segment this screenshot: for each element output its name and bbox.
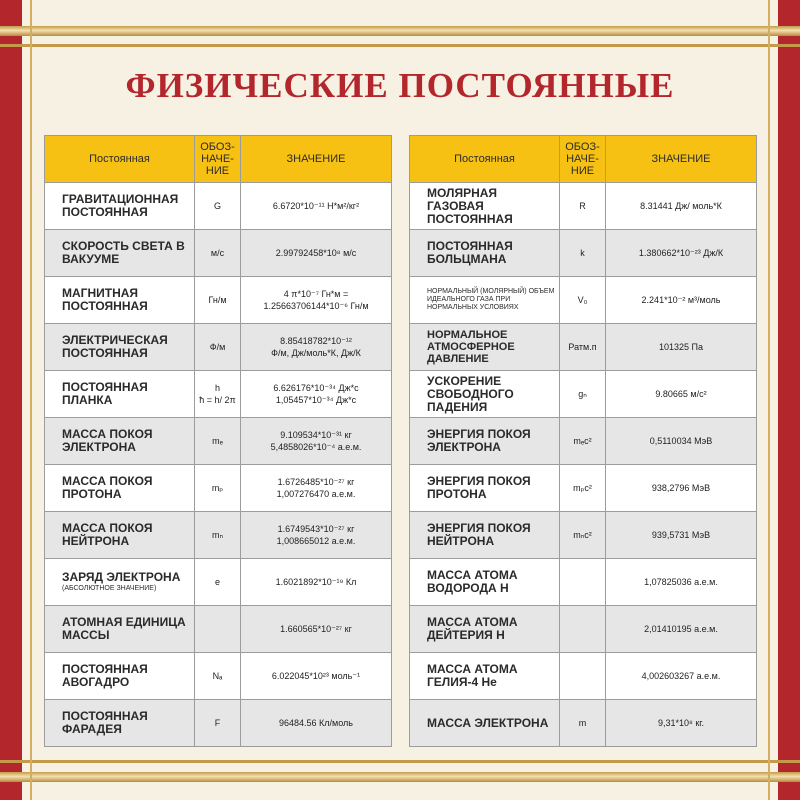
bottom-gold-line [0,760,800,763]
constant-name [45,418,195,465]
constant-name-text: УСКОРЕНИЕ СВОБОДНОГО ПАДЕНИЯ [427,373,514,414]
constant-symbol [560,418,606,465]
constant-symbol-text: м/с [210,248,225,258]
constant-symbol-text: mₑ [212,436,223,446]
constant-name [410,418,560,465]
constant-value [606,700,757,747]
constant-name-text: МАССА ПОКОЯ НЕЙТРОНА [62,521,153,548]
constant-name [45,371,195,418]
constant-value-text-2: Ф/м, Дж/моль*К, Дж/К [271,348,361,358]
constant-name [410,606,560,653]
table-row [410,606,757,653]
constant-value-text: 1.6726485*10⁻²⁷ кг [277,477,355,487]
constant-name-text: МАССА АТОМА ДЕЙТЕРИЯ Н [427,615,518,642]
header-name: Постоянная [45,136,195,183]
constant-symbol [560,606,606,653]
constant-name-text: ПОСТОЯННАЯ БОЛЬЦМАНА [427,239,513,266]
constant-value-text: 4,002603267 а.е.м. [641,671,721,681]
table-row [45,465,392,512]
constant-value-text: 4 π*10⁻⁷ Гн*м = [283,289,349,299]
constant-name-text: МАССА ПОКОЯ ПРОТОНА [62,474,153,501]
table-row [410,371,757,418]
constant-name-text: ГРАВИТАЦИОННАЯ ПОСТОЯННАЯ [62,192,179,219]
constant-name [410,230,560,277]
table-row [45,230,392,277]
constant-name-text: МАССА ЭЛЕКТРОНА [427,715,549,730]
constant-symbol [560,324,606,371]
constant-symbol-text: Гн/м [208,295,227,305]
constant-value-text: 8.85418782*10⁻¹² [280,336,352,346]
constant-name-text: МОЛЯРНАЯ ГАЗОВАЯ ПОСТОЯННАЯ [427,185,513,226]
constant-name [45,559,195,606]
right-gold-rule [768,0,770,800]
constant-symbol-text: gₙ [578,389,587,399]
constant-value [241,653,392,700]
header-symbol: ОБОЗ-НАЧЕ-НИЕ [195,136,241,183]
table-row [410,183,757,230]
constant-value-text: 9,31*10⁸ кг. [658,718,704,728]
constants-table-left [44,135,392,747]
constant-symbol [560,371,606,418]
constant-value-text: 1.6749543*10⁻²⁷ кг [277,524,355,534]
constant-value [606,230,757,277]
constant-symbol-text: mₙ [211,530,224,540]
constant-name [410,324,560,371]
table-row [410,418,757,465]
constant-symbol-text: G [213,201,221,211]
constant-name [45,700,195,747]
constant-name [45,324,195,371]
constant-name-text: НОРМАЛЬНЫЙ (МОЛЯРНЫЙ) ОБЪЕМ ИДЕАЛЬНОГО ГАЗА ПРИ НОРМАЛЬНЫХ УСЛОВИЯХ [427,288,555,311]
constant-name [410,277,560,324]
table-row [45,183,392,230]
constant-symbol [560,465,606,512]
constant-name-text: ЗАРЯД ЭЛЕКТРОНА [62,570,181,584]
constant-symbol [195,371,241,418]
constant-symbol [195,324,241,371]
table-row [45,700,392,747]
constant-symbol-text: k [580,248,585,258]
constant-value [241,700,392,747]
table-row [410,653,757,700]
constant-value [241,371,392,418]
constant-value-text: 1.660565*10⁻²⁷ кг [280,624,352,634]
constant-symbol-text: F [214,718,221,728]
constant-value-text-2: 1,008665012 а.е.м. [276,536,356,546]
constant-value [606,606,757,653]
constant-name-note: (АБСОЛЮТНОЕ ЗНАЧЕНИЕ) [62,585,157,592]
constant-value-text-2: 5,4858026*10⁻⁴ а.е.м. [270,442,362,452]
constant-name [410,653,560,700]
bottom-gold-band [0,772,800,782]
constant-symbol [560,559,606,606]
constant-name-text: ПОСТОЯННАЯ ПЛАНКА [62,380,148,407]
constant-name [410,700,560,747]
constant-value-text: 2.99792458*10⁸ м/с [275,248,357,258]
header-symbol: ОБОЗ-НАЧЕ-НИЕ [560,136,606,183]
constant-value-text: 6.022045*10²³ моль⁻¹ [271,671,361,681]
left-gold-rule [30,0,32,800]
page-title: ФИЗИЧЕСКИЕ ПОСТОЯННЫЕ [125,66,675,105]
constant-name-text: АТОМНАЯ ЕДИНИЦА МАССЫ [62,615,186,642]
constant-value [606,183,757,230]
table-row [410,512,757,559]
constant-name-text: МАССА ПОКОЯ ЭЛЕКТРОНА [62,427,153,454]
constant-name [45,606,195,653]
top-gold-band [0,26,800,36]
constant-value-text-2: 1,05457*10⁻³⁴ Дж*с [275,395,357,405]
constant-name-text: СКОРОСТЬ СВЕТА В ВАКУУМЕ [62,239,185,266]
table-row [410,559,757,606]
table-row [45,512,392,559]
table-row [45,606,392,653]
constant-value-text: 2,01410195 а.е.м. [644,624,718,634]
constant-value [241,324,392,371]
constant-symbol [195,559,241,606]
constant-name-text: МАГНИТНАЯ ПОСТОЯННАЯ [62,286,148,313]
table-row [410,324,757,371]
constant-symbol [195,183,241,230]
constant-symbol-text: V₀ [577,295,588,305]
constant-symbol [195,700,241,747]
constant-name-text: ПОСТОЯННАЯ ФАРАДЕЯ [62,709,148,736]
constant-value-text-2: 1.25663706144*10⁻⁶ Гн/м [263,301,369,311]
constant-name [45,183,195,230]
constant-name-text: ЭНЕРГИЯ ПОКОЯ НЕЙТРОНА [427,521,531,548]
constant-value [606,277,757,324]
constant-value [241,277,392,324]
constant-symbol [195,465,241,512]
constant-symbol-text: mₚc² [573,483,592,493]
constant-value-text: 0,5110034 МэВ [649,436,713,446]
constant-symbol [560,512,606,559]
header-name: Постоянная [410,136,560,183]
constant-value-text: 9.80665 м/с² [655,389,707,399]
constant-name [45,230,195,277]
constant-value [241,606,392,653]
constant-value [241,418,392,465]
header-value: ЗНАЧЕНИЕ [241,136,392,183]
constant-symbol [560,230,606,277]
constant-symbol [195,418,241,465]
table-row [410,277,757,324]
constant-symbol [195,653,241,700]
constant-name [45,512,195,559]
header-value: ЗНАЧЕНИЕ [606,136,757,183]
constant-symbol [195,277,241,324]
constant-symbol-text: mₚ [211,483,224,493]
table-row [410,230,757,277]
constant-symbol-text: Ф/м [209,342,226,352]
constant-value-text: 2.241*10⁻² м³/моль [641,295,721,305]
constant-symbol-text-2: ħ = h/ 2π [199,395,236,405]
constant-value [241,230,392,277]
constant-symbol [195,606,241,653]
table-row [45,559,392,606]
constant-value [606,512,757,559]
constant-value-text: 96484.56 Кл/моль [279,718,353,728]
constant-value-text-2: 1,007276470 а.е.м. [276,489,356,499]
constant-value [606,371,757,418]
constant-value-text: 1,07825036 а.е.м. [644,577,718,587]
constant-name [410,512,560,559]
top-gold-line [0,44,800,47]
constant-name [410,559,560,606]
constant-symbol-text: e [214,577,220,587]
constant-name [410,183,560,230]
constant-value-text: 1.6021892*10⁻¹⁹ Кл [275,577,357,587]
constant-name-text: НОРМАЛЬНОЕ АТМОСФЕРНОЕ ДАВЛЕНИЕ [427,329,515,365]
constant-value [606,418,757,465]
constant-value-text: 8.31441 Дж/ моль*К [640,201,722,211]
constant-symbol [560,277,606,324]
constant-value [606,324,757,371]
constant-symbol-text: mₙc² [573,530,592,540]
constants-table-right [409,135,757,747]
constant-symbol [560,653,606,700]
constant-name-text: ЭЛЕКТРИЧЕСКАЯ ПОСТОЯННАЯ [62,333,168,360]
table-row [45,653,392,700]
table-row [410,465,757,512]
constant-name-text: ЭНЕРГИЯ ПОКОЯ ПРОТОНА [427,474,531,501]
constant-value [606,653,757,700]
constant-name-text: ЭНЕРГИЯ ПОКОЯ ЭЛЕКТРОНА [427,427,531,454]
table-row [45,418,392,465]
constant-value [241,183,392,230]
constant-value-text: 938,2796 МэВ [651,483,711,493]
constant-value-text: 6.6720*10⁻¹¹ Н*м²/кг² [272,201,360,211]
table-row [45,277,392,324]
constant-symbol-text: R [579,201,586,211]
table-row [45,371,392,418]
constant-symbol [195,512,241,559]
constant-name-text: ПОСТОЯННАЯ АВОГАДРО [62,662,148,689]
constant-name [45,277,195,324]
table-row [410,700,757,747]
constant-name-text: МАССА АТОМА ВОДОРОДА Н [427,568,518,595]
constant-value-text: 6.626176*10⁻³⁴ Дж*с [273,383,359,393]
constant-symbol [195,230,241,277]
constant-name [410,465,560,512]
constant-name-text: МАССА АТОМА ГЕЛИЯ-4 Не [427,662,518,689]
constant-value-text: 101325 Па [658,342,703,352]
constant-value [241,465,392,512]
constant-symbol-text: m [578,718,587,728]
constant-value [241,559,392,606]
constant-name [45,653,195,700]
constant-value [606,465,757,512]
constant-symbol [560,700,606,747]
constant-symbol-text: Ратм.п [568,342,597,352]
constant-value [606,559,757,606]
constant-symbol-text: mₑc² [573,436,592,446]
constant-name [410,371,560,418]
constant-symbol [560,183,606,230]
constant-symbol-text: Nₐ [212,671,223,681]
constant-name [45,465,195,512]
constant-value-text: 9.109534*10⁻³¹ кг [280,430,352,440]
table-row [45,324,392,371]
constant-value-text: 939,5731 МэВ [651,530,711,540]
constant-value-text: 1.380662*10⁻²³ Дж/К [638,248,724,258]
constant-value [241,512,392,559]
constant-symbol-text: h [214,383,220,393]
